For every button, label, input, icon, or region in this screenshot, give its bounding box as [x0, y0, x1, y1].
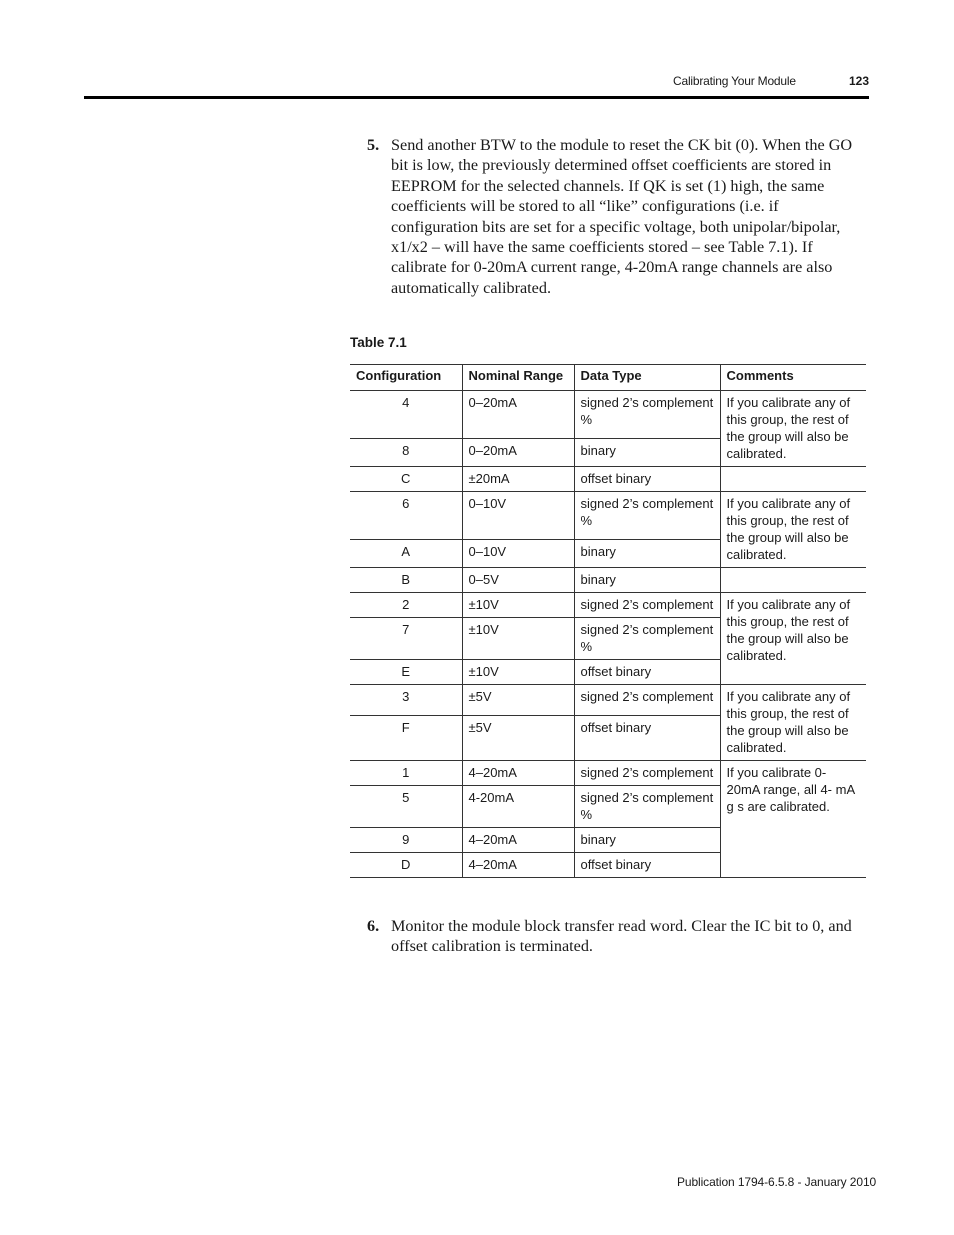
table-row — [350, 761, 866, 786]
table-row — [350, 593, 866, 618]
cell-comments: If you calibrate any of this group, the rest of the group will also be calibrated. — [720, 593, 866, 685]
cell-comments: If you calibrate any of this group, the rest of the group will also be calibrated. — [720, 492, 866, 568]
cell-comments — [720, 467, 866, 492]
table-row — [350, 391, 866, 439]
cell-configuration: E — [350, 660, 462, 685]
cell-configuration: C — [350, 467, 462, 492]
step-6 — [367, 916, 867, 957]
cell-data-type: offset binary — [574, 716, 720, 761]
cell-data-type: signed 2’s complement % — [574, 391, 720, 439]
table-row — [350, 492, 866, 540]
cell-configuration: 4 — [350, 391, 462, 439]
cell-nominal-range: 4–20mA — [462, 853, 574, 878]
cell-configuration: 7 — [350, 618, 462, 660]
cell-nominal-range: 0–10V — [462, 492, 574, 540]
cell-configuration: 2 — [350, 593, 462, 618]
cell-data-type: binary — [574, 828, 720, 853]
cell-comments — [720, 568, 866, 593]
cell-configuration: 9 — [350, 828, 462, 853]
cell-configuration: D — [350, 853, 462, 878]
publication-footer: Publication 1794-6.5.8 - January 2010 — [677, 1175, 877, 1189]
cell-nominal-range: 0–20mA — [462, 438, 574, 466]
cell-data-type: signed 2’s complement % — [574, 786, 720, 828]
cell-data-type: binary — [574, 568, 720, 593]
cell-nominal-range: 4–20mA — [462, 828, 574, 853]
table-caption: Table 7.1 — [350, 335, 407, 350]
cell-configuration: B — [350, 568, 462, 593]
cell-configuration: 1 — [350, 761, 462, 786]
header-nominal-range: Nominal Range — [462, 365, 574, 391]
step-5-number: 5. — [367, 136, 380, 154]
cell-data-type: signed 2’s complement — [574, 593, 720, 618]
cell-nominal-range: ±20mA — [462, 467, 574, 492]
cell-configuration: F — [350, 716, 462, 761]
cell-comments: If you calibrate any of this group, the rest of the group will also be calibrated. — [720, 685, 866, 761]
cell-nominal-range: 4-20mA — [462, 786, 574, 828]
cell-data-type: binary — [574, 438, 720, 466]
cell-data-type: signed 2’s complement % — [574, 492, 720, 540]
cell-data-type: signed 2’s complement % — [574, 618, 720, 660]
header-data-type: Data Type — [574, 365, 720, 391]
header-configuration: Configuration — [350, 365, 462, 391]
configuration-table — [350, 364, 866, 878]
page-number: 123 — [849, 74, 870, 88]
cell-nominal-range: ±5V — [462, 685, 574, 716]
cell-comments: If you calibrate 0-20mA range, all 4- mA g s are calibrated. — [720, 761, 866, 878]
cell-nominal-range: 0–5V — [462, 568, 574, 593]
cell-nominal-range: ±10V — [462, 660, 574, 685]
cell-nominal-range: 4–20mA — [462, 761, 574, 786]
cell-configuration: 5 — [350, 786, 462, 828]
table-header-row — [350, 365, 866, 391]
cell-nominal-range: ±10V — [462, 593, 574, 618]
cell-nominal-range: ±10V — [462, 618, 574, 660]
cell-data-type: binary — [574, 539, 720, 567]
step-5 — [367, 135, 867, 298]
cell-configuration: A — [350, 539, 462, 567]
cell-comments: If you calibrate any of this group, the rest of the group will also be calibrated. — [720, 391, 866, 467]
table-row — [350, 467, 866, 492]
table-row — [350, 568, 866, 593]
table-row — [350, 685, 866, 716]
step-5-text: Send another BTW to the module to reset the CK bit (0). When the GO bit is low, the previously determined offset coefficients are stored in EEPROM for the selected channels. If QK is set (1) high, the same coefficients will be stored to all “like” configurations (i.e. if configuration bits are set for a specific voltage, both unipolar/bipolar, x1/x2 – will have the same coefficients stored – see Table 7.1). If calibrate for 0-20mA current range, 4-20mA range channels are also automatically calibrated. — [391, 136, 853, 297]
header-rule — [84, 96, 869, 99]
cell-data-type: offset binary — [574, 853, 720, 878]
cell-nominal-range: 0–10V — [462, 539, 574, 567]
cell-data-type: offset binary — [574, 660, 720, 685]
running-header-title: Calibrating Your Module — [673, 74, 796, 88]
table-body — [350, 391, 866, 878]
header-comments: Comments — [720, 365, 866, 391]
cell-configuration: 3 — [350, 685, 462, 716]
cell-nominal-range: 0–20mA — [462, 391, 574, 439]
step-6-number: 6. — [367, 917, 380, 935]
cell-nominal-range: ±5V — [462, 716, 574, 761]
cell-data-type: signed 2’s complement — [574, 761, 720, 786]
cell-configuration: 8 — [350, 438, 462, 466]
cell-configuration: 6 — [350, 492, 462, 540]
cell-data-type: offset binary — [574, 467, 720, 492]
cell-data-type: signed 2’s complement — [574, 685, 720, 716]
step-6-text: Monitor the module block transfer read word. Clear the IC bit to 0, and offset calibration is terminated. — [391, 917, 852, 956]
